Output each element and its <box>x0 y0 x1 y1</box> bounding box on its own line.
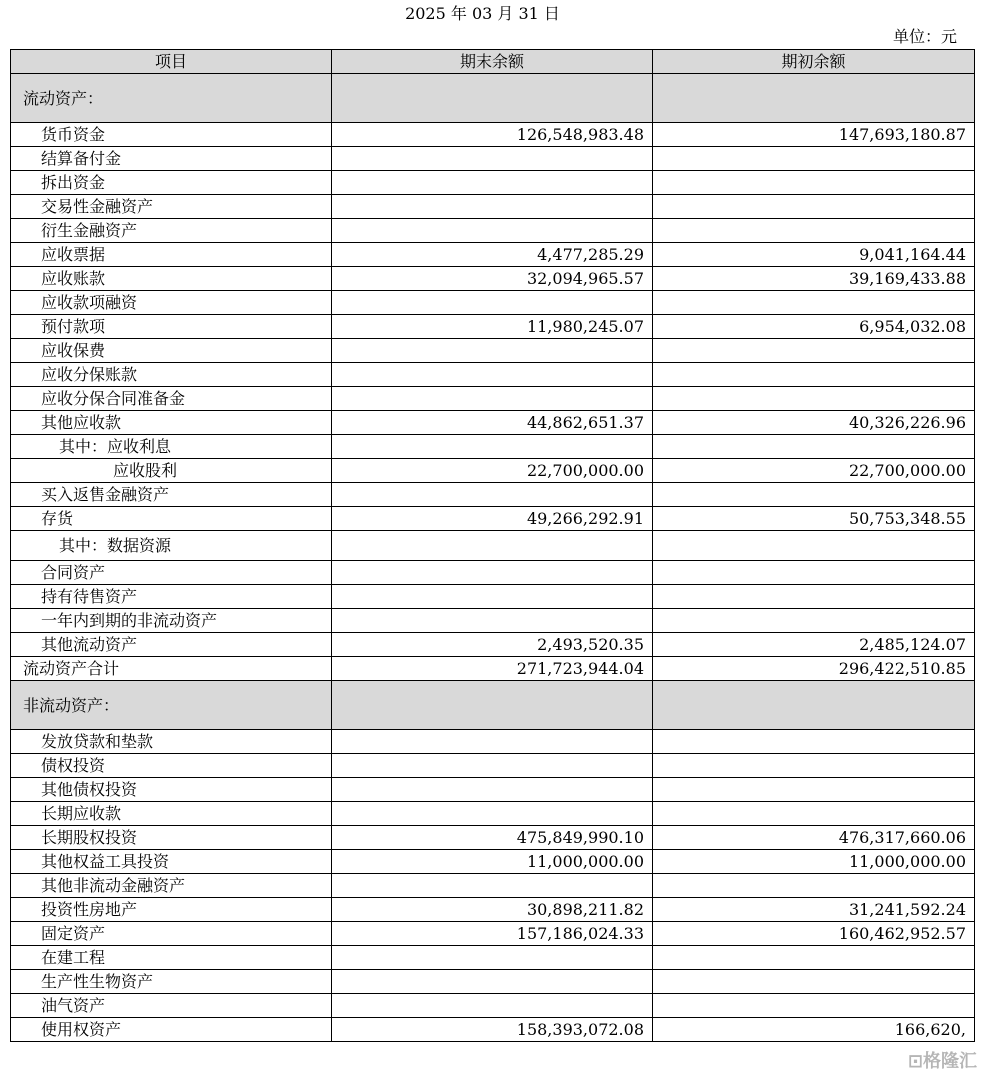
ending-balance-cell: 11,980,245.07 <box>332 315 653 339</box>
ending-balance-cell <box>332 195 653 219</box>
beginning-balance-cell <box>653 802 975 826</box>
table-row <box>11 1018 975 1042</box>
beginning-balance-cell: 11,000,000.00 <box>653 850 975 874</box>
row-label: 预付款项 <box>11 315 332 339</box>
ending-balance-cell <box>332 74 653 123</box>
beginning-balance-cell <box>653 994 975 1018</box>
row-label: 交易性金融资产 <box>11 195 332 219</box>
row-label: 应收保费 <box>11 339 332 363</box>
table-row <box>11 826 975 850</box>
ending-balance-cell: 49,266,292.91 <box>332 507 653 531</box>
row-label: 存货 <box>11 507 332 531</box>
beginning-balance-cell: 31,241,592.24 <box>653 898 975 922</box>
row-label: 投资性房地产 <box>11 898 332 922</box>
table-row <box>11 171 975 195</box>
ending-balance-cell <box>332 291 653 315</box>
ending-balance-cell <box>332 970 653 994</box>
table-header-row <box>11 50 975 74</box>
table-row <box>11 507 975 531</box>
column-header-ending-balance: 期末余额 <box>332 50 653 74</box>
ending-balance-cell: 126,548,983.48 <box>332 123 653 147</box>
table-row <box>11 730 975 754</box>
row-label: 债权投资 <box>11 754 332 778</box>
beginning-balance-cell: 476,317,660.06 <box>653 826 975 850</box>
row-label: 应收分保账款 <box>11 363 332 387</box>
row-label: 其他债权投资 <box>11 778 332 802</box>
ending-balance-cell: 4,477,285.29 <box>332 243 653 267</box>
beginning-balance-cell <box>653 363 975 387</box>
row-label: 应收票据 <box>11 243 332 267</box>
beginning-balance-cell: 166,620, <box>653 1018 975 1042</box>
row-label: 其他非流动金融资产 <box>11 874 332 898</box>
row-label: 其他应收款 <box>11 411 332 435</box>
ending-balance-cell: 32,094,965.57 <box>332 267 653 291</box>
beginning-balance-cell: 39,169,433.88 <box>653 267 975 291</box>
ending-balance-cell: 30,898,211.82 <box>332 898 653 922</box>
beginning-balance-cell <box>653 561 975 585</box>
ending-balance-cell <box>332 435 653 459</box>
beginning-balance-cell: 160,462,952.57 <box>653 922 975 946</box>
section-header-row <box>11 681 975 730</box>
row-label: 生产性生物资产 <box>11 970 332 994</box>
unit-label: 单位：元 <box>892 27 957 46</box>
table-row <box>11 411 975 435</box>
beginning-balance-cell: 22,700,000.00 <box>653 459 975 483</box>
ending-balance-cell <box>332 363 653 387</box>
row-label: 应收账款 <box>11 267 332 291</box>
beginning-balance-cell <box>653 531 975 561</box>
beginning-balance-cell <box>653 219 975 243</box>
row-label: 应收股利 <box>11 459 332 483</box>
ending-balance-cell: 475,849,990.10 <box>332 826 653 850</box>
row-label: 一年内到期的非流动资产 <box>11 609 332 633</box>
beginning-balance-cell: 296,422,510.85 <box>653 657 975 681</box>
table-row <box>11 387 975 411</box>
ending-balance-cell <box>332 387 653 411</box>
beginning-balance-cell <box>653 171 975 195</box>
table-row <box>11 459 975 483</box>
row-label: 非流动资产： <box>11 681 332 730</box>
section-header-row <box>11 74 975 123</box>
table-row <box>11 147 975 171</box>
table-row <box>11 363 975 387</box>
row-label: 合同资产 <box>11 561 332 585</box>
table-row <box>11 291 975 315</box>
ending-balance-cell <box>332 730 653 754</box>
ending-balance-cell <box>332 561 653 585</box>
table-row <box>11 850 975 874</box>
table-row <box>11 219 975 243</box>
ending-balance-cell <box>332 171 653 195</box>
row-label: 其中：数据资源 <box>11 531 332 561</box>
beginning-balance-cell <box>653 946 975 970</box>
row-label: 货币资金 <box>11 123 332 147</box>
beginning-balance-cell: 147,693,180.87 <box>653 123 975 147</box>
ending-balance-cell <box>332 147 653 171</box>
ending-balance-cell: 271,723,944.04 <box>332 657 653 681</box>
beginning-balance-cell: 40,326,226.96 <box>653 411 975 435</box>
ending-balance-cell: 2,493,520.35 <box>332 633 653 657</box>
table-row <box>11 898 975 922</box>
row-label: 其他流动资产 <box>11 633 332 657</box>
table-row <box>11 778 975 802</box>
beginning-balance-cell <box>653 147 975 171</box>
ending-balance-cell <box>332 219 653 243</box>
beginning-balance-cell: 50,753,348.55 <box>653 507 975 531</box>
row-label: 流动资产合计 <box>11 657 332 681</box>
table-row <box>11 874 975 898</box>
beginning-balance-cell <box>653 681 975 730</box>
row-label: 结算备付金 <box>11 147 332 171</box>
row-label: 在建工程 <box>11 946 332 970</box>
balance-sheet-table <box>10 49 975 1042</box>
column-header-item: 项目 <box>11 50 332 74</box>
table-row <box>11 609 975 633</box>
ending-balance-cell <box>332 681 653 730</box>
beginning-balance-cell <box>653 483 975 507</box>
row-label: 发放贷款和垫款 <box>11 730 332 754</box>
row-label: 油气资产 <box>11 994 332 1018</box>
ending-balance-cell <box>332 754 653 778</box>
table-row <box>11 657 975 681</box>
row-label: 其他权益工具投资 <box>11 850 332 874</box>
table-row <box>11 243 975 267</box>
beginning-balance-cell: 2,485,124.07 <box>653 633 975 657</box>
beginning-balance-cell <box>653 778 975 802</box>
ending-balance-cell: 157,186,024.33 <box>332 922 653 946</box>
ending-balance-cell <box>332 531 653 561</box>
row-label: 长期应收款 <box>11 802 332 826</box>
column-header-beginning-balance: 期初余额 <box>653 50 975 74</box>
watermark-logo: ⊡格隆汇 <box>907 1051 977 1072</box>
row-label: 持有待售资产 <box>11 585 332 609</box>
row-label: 衍生金融资产 <box>11 219 332 243</box>
row-label: 拆出资金 <box>11 171 332 195</box>
row-label: 固定资产 <box>11 922 332 946</box>
table-row <box>11 970 975 994</box>
beginning-balance-cell <box>653 291 975 315</box>
ending-balance-cell <box>332 483 653 507</box>
table-row <box>11 561 975 585</box>
beginning-balance-cell: 9,041,164.44 <box>653 243 975 267</box>
table-row <box>11 994 975 1018</box>
ending-balance-cell <box>332 339 653 363</box>
table-row <box>11 123 975 147</box>
table-row <box>11 339 975 363</box>
table-row <box>11 315 975 339</box>
ending-balance-cell: 22,700,000.00 <box>332 459 653 483</box>
table-row <box>11 802 975 826</box>
ending-balance-cell <box>332 874 653 898</box>
ending-balance-cell <box>332 946 653 970</box>
beginning-balance-cell <box>653 609 975 633</box>
beginning-balance-cell <box>653 585 975 609</box>
row-label: 其中：应收利息 <box>11 435 332 459</box>
ending-balance-cell <box>332 802 653 826</box>
row-label: 应收分保合同准备金 <box>11 387 332 411</box>
beginning-balance-cell <box>653 435 975 459</box>
beginning-balance-cell <box>653 339 975 363</box>
beginning-balance-cell <box>653 754 975 778</box>
beginning-balance-cell <box>653 730 975 754</box>
table-row <box>11 633 975 657</box>
beginning-balance-cell: 6,954,032.08 <box>653 315 975 339</box>
beginning-balance-cell <box>653 195 975 219</box>
row-label: 长期股权投资 <box>11 826 332 850</box>
ending-balance-cell <box>332 609 653 633</box>
ending-balance-cell <box>332 994 653 1018</box>
table-row <box>11 195 975 219</box>
table-row <box>11 435 975 459</box>
table-body <box>11 74 975 1042</box>
table-row <box>11 483 975 507</box>
beginning-balance-cell <box>653 874 975 898</box>
ending-balance-cell: 44,862,651.37 <box>332 411 653 435</box>
beginning-balance-cell <box>653 970 975 994</box>
table-row <box>11 922 975 946</box>
row-label: 流动资产： <box>11 74 332 123</box>
table-row <box>11 531 975 561</box>
table-row <box>11 946 975 970</box>
ending-balance-cell <box>332 778 653 802</box>
row-label: 买入返售金融资产 <box>11 483 332 507</box>
beginning-balance-cell <box>653 74 975 123</box>
beginning-balance-cell <box>653 387 975 411</box>
row-label: 使用权资产 <box>11 1018 332 1042</box>
table-row <box>11 267 975 291</box>
ending-balance-cell: 11,000,000.00 <box>332 850 653 874</box>
ending-balance-cell: 158,393,072.08 <box>332 1018 653 1042</box>
table-row <box>11 754 975 778</box>
ending-balance-cell <box>332 585 653 609</box>
table-row <box>11 585 975 609</box>
row-label: 应收款项融资 <box>11 291 332 315</box>
report-date: 2025 年 03 月 31 日 <box>405 4 560 23</box>
